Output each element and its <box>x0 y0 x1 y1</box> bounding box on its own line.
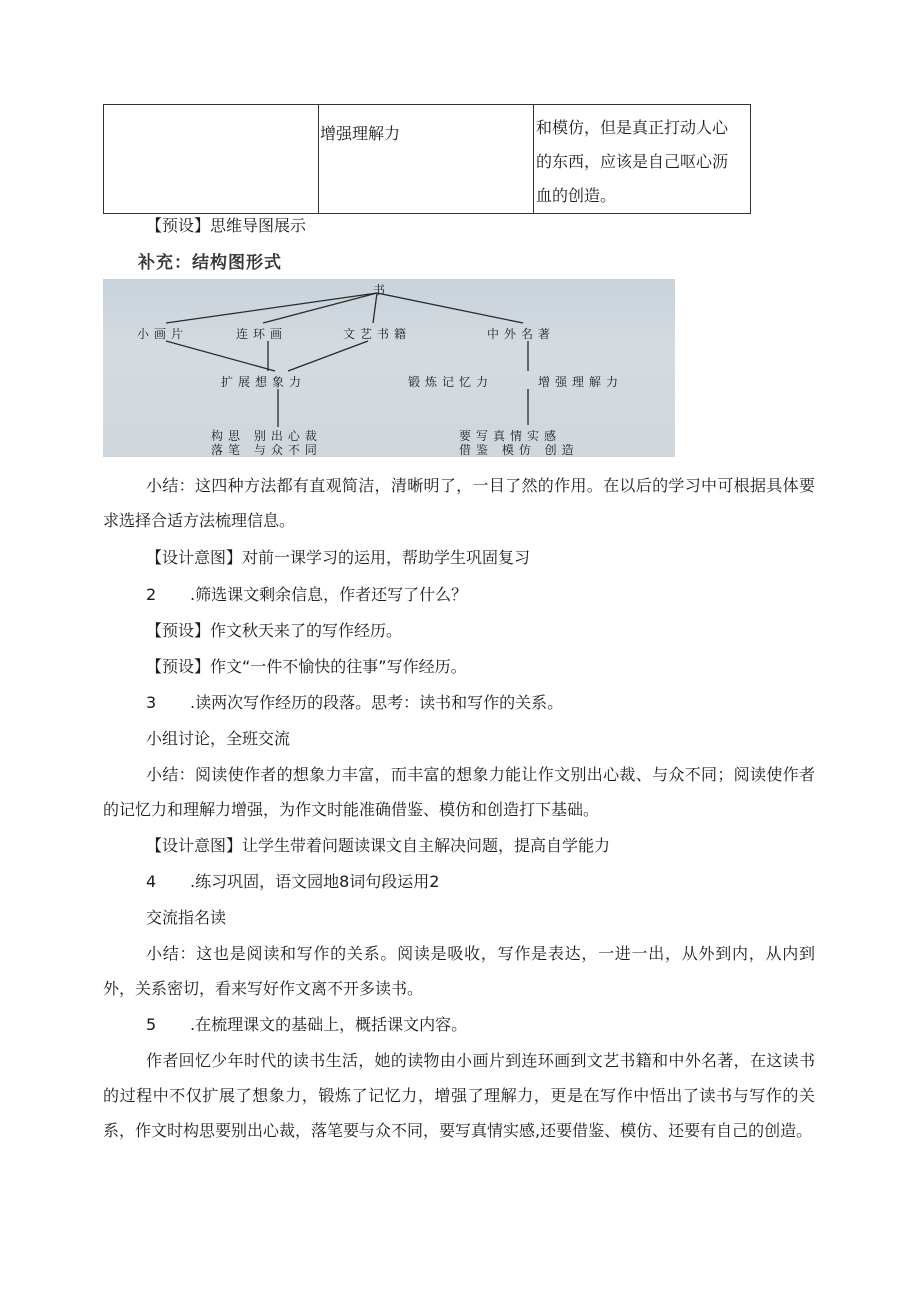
step-text: .练习巩固，语文园地8词句段运用2 <box>190 872 440 891</box>
table-cell-quote <box>534 105 751 214</box>
step-number: 4 <box>146 872 157 891</box>
lesson-table <box>103 104 751 214</box>
preset-3: 【预设】作文“一件不愉快的往事”写作经历。 <box>146 657 467 676</box>
summary-paragraph-3: 小结：这也是阅读和写作的关系。阅读是吸收，写作是表达，一进一出，从外到内，从内到外，关系密切，看来写好作文离不开多读书。 <box>103 944 815 998</box>
diagram-node-comics: 连环画 <box>236 327 288 341</box>
supplement-heading: 补充：结构图形式 <box>138 253 282 273</box>
preset-mindmap: 【预设】思维导图展示 <box>146 216 307 235</box>
summary-paragraph-1: 小结：这四种方法都有直观简洁，清晰明了，一目了然的作用。在以后的学习中可根据具体要求选择合适方法梳理信息。 <box>103 476 815 530</box>
conclusion-paragraph: 作者回忆少年时代的读书生活，她的读物由小画片到连环画到文艺书籍和中外名著，在这读书的过程中不仅扩展了想象力，锻炼了记忆力，增强了理解力，更是在写作中悟出了读书与写作的关系，作文时构思要别出心裁，落笔要与众不同，要写真情实感,还要借鉴、模仿、还要有自己的创造。 <box>103 1051 815 1140</box>
step-2 <box>146 585 467 605</box>
design-intent-2: 【设计意图】让学生带着问题读课文自主解决问题，提高自学能力 <box>146 836 611 855</box>
quote-line: 和模仿，但是真正打动人心 <box>536 118 729 137</box>
step-number: 2 <box>146 585 157 604</box>
diagram-leaf-right-2: 借鉴 模仿 创造 <box>459 443 579 457</box>
step-text: .在梳理课文的基础上，概括课文内容。 <box>190 1015 468 1034</box>
preset-2: 【预设】作文秋天来了的写作经历。 <box>146 621 403 640</box>
step-5 <box>146 1015 467 1035</box>
step-number: 5 <box>146 1015 157 1034</box>
edge-root-classics <box>377 293 523 323</box>
group-discussion: 小组讨论，全班交流 <box>146 729 291 748</box>
step-text: .筛选课文剩余信息，作者还写了什么？ <box>190 585 468 604</box>
diagram-node-classics: 中外名著 <box>487 327 556 341</box>
diagram-node-understanding: 增强理解力 <box>538 375 624 389</box>
table-row <box>104 105 751 214</box>
step-text: .读两次写作经历的段落。思考：读书和写作的关系。 <box>190 693 564 712</box>
step-3 <box>146 693 563 713</box>
edge-literature-imagination <box>288 341 368 371</box>
edge-root-pictures <box>166 293 377 323</box>
diagram-node-pictures: 小画片 <box>137 327 189 341</box>
edge-root-comics <box>263 293 377 323</box>
design-intent-1: 【设计意图】对前一课学习的运用，帮助学生巩固复习 <box>146 548 531 567</box>
edge-pictures-imagination <box>166 341 275 371</box>
named-reading: 交流指名读 <box>146 908 227 927</box>
quote-line: 的东西，应该是自己呕心沥 <box>536 152 729 171</box>
diagram-root-book: 书 <box>373 283 391 297</box>
structure-diagram <box>103 279 675 457</box>
diagram-node-memory: 锻炼记忆力 <box>408 375 494 389</box>
table-cell-empty <box>104 105 319 214</box>
step-4 <box>146 872 439 892</box>
diagram-leaf-left-1: 构思 别出心裁 <box>211 429 322 443</box>
diagram-leaf-left-2: 落笔 与众不同 <box>211 443 322 457</box>
quote-line: 血的创造。 <box>536 186 617 205</box>
step-number: 3 <box>146 693 157 712</box>
diagram-node-literature: 文艺书籍 <box>343 327 412 341</box>
diagram-leaf-right-1: 要写真情实感 <box>459 429 562 443</box>
diagram-node-imagination: 扩展想象力 <box>221 375 307 389</box>
diagram-connectors <box>103 279 675 457</box>
summary-paragraph-2: 小结：阅读使作者的想象力丰富，而丰富的想象力能让作文别出心裁、与众不同；阅读使作者的记忆力和理解力增强，为作文时能准确借鉴、模仿和创造打下基础。 <box>103 765 815 819</box>
table-cell-understanding: 增强理解力 <box>319 105 534 214</box>
